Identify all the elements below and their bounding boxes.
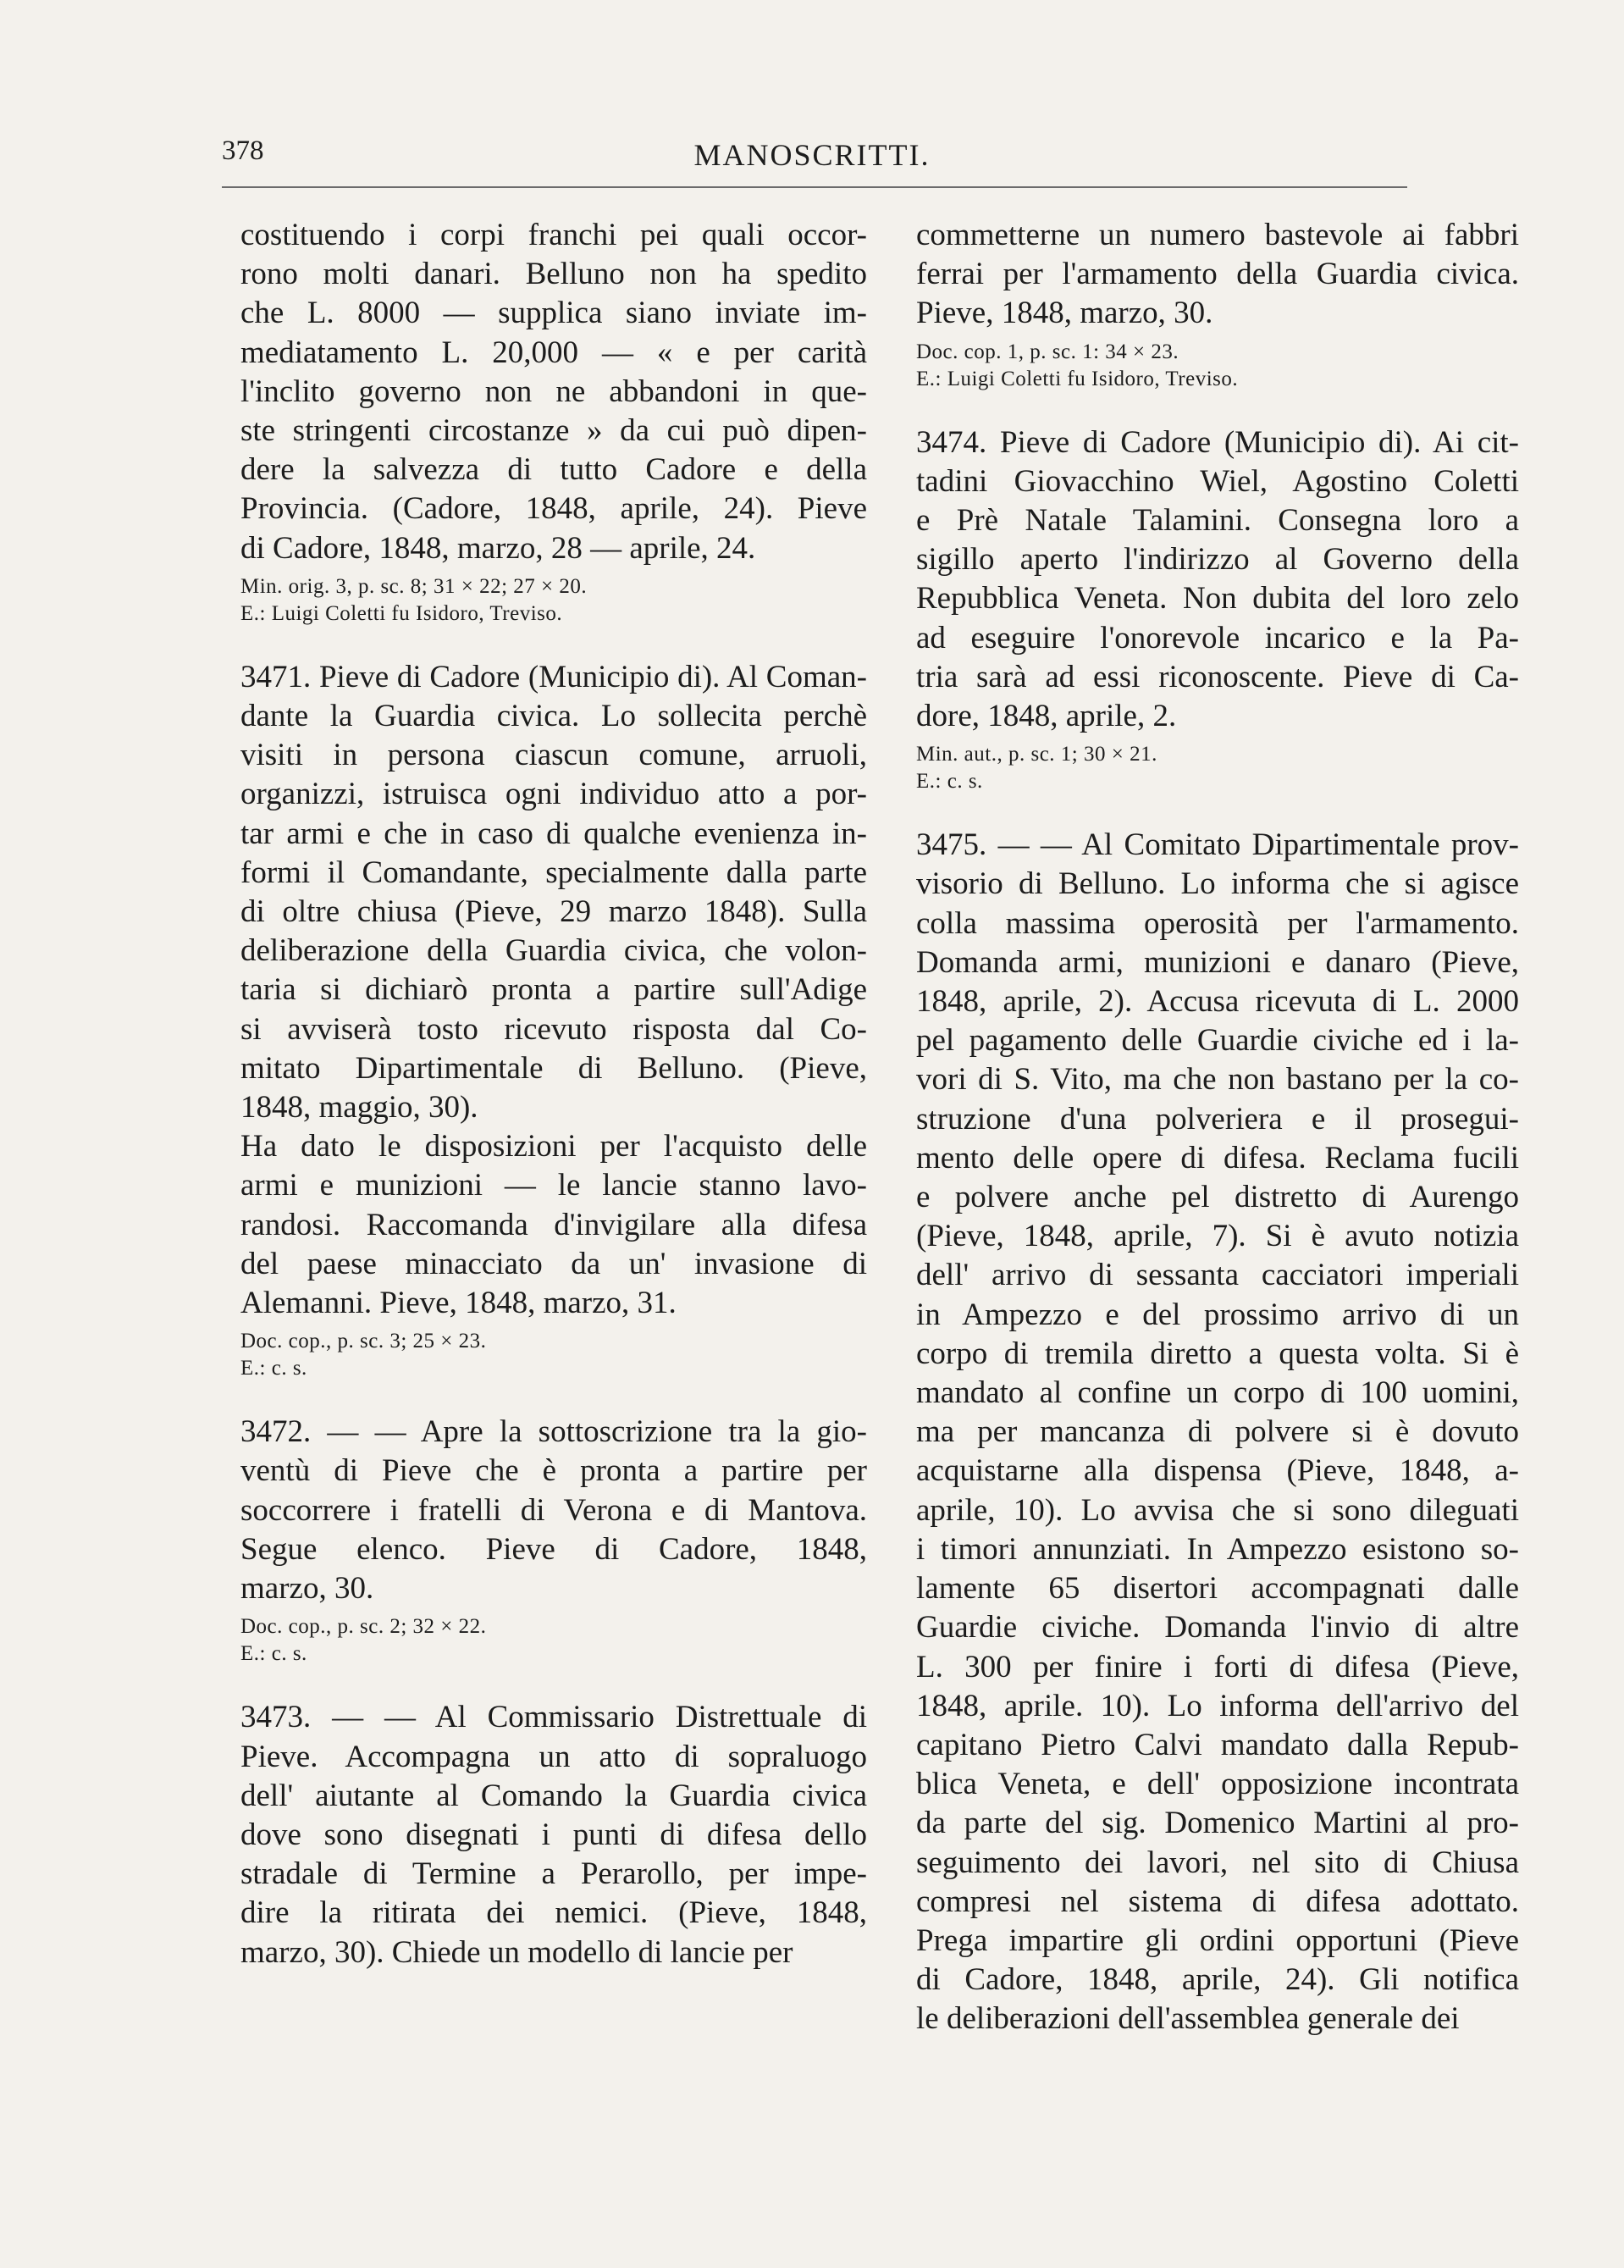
text-line: Domanda armi, munizioni e danaro (Pieve, — [916, 944, 1519, 980]
text-line: 1848, aprile. 10). Lo informa dell'arrivo del — [916, 1688, 1519, 1723]
entry-3475 — [916, 826, 1519, 2038]
entry-3472 — [240, 1413, 867, 1608]
text-line: colla massima operosità per l'armamento. — [916, 905, 1519, 941]
text-line: ma per mancanza di polvere si è dovuto — [916, 1414, 1519, 1450]
text-line: ferrai per l'armamento della Guardia civica. — [916, 257, 1519, 292]
text-line: che L. 8000 — supplica siano inviate im- — [240, 296, 867, 331]
text-line: aprile, 10). Lo avvisa che si sono dileguati — [916, 1492, 1519, 1528]
text-line: Guardie civiche. Domanda l'invio di altre — [916, 1610, 1519, 1646]
text-line: (Pieve, 1848, aprile, 7). Si è avuto notizia — [916, 1219, 1519, 1254]
text-line: blica Veneta, e dell' opposizione incontrata — [916, 1767, 1519, 1802]
text-line: e polvere anche pel distretto di Aurengo — [916, 1180, 1519, 1215]
text-line: Pieve. Accompagna un atto di sopraluogo — [240, 1739, 867, 1774]
archival-note — [916, 741, 1519, 795]
right-column — [916, 216, 1519, 2039]
note-line: Min. aut., p. sc. 1; 30 × 21. — [916, 743, 1157, 766]
text-line: Pieve, 1848, marzo, 30. — [916, 296, 1213, 331]
text-line: pel pagamento delle Guardie civiche ed i la- — [916, 1023, 1519, 1059]
note-line: Doc. cop., p. sc. 3; 25 × 23. — [240, 1330, 487, 1353]
text-line: corpo di tremila diretto a questa volta. Si è — [916, 1336, 1519, 1371]
text-line: tadini Giovacchino Wiel, Agostino Coletti — [916, 463, 1519, 499]
text-line: i timori annunziati. In Ampezzo esistono so- — [916, 1531, 1519, 1567]
text-line: mandato al confine un corpo di 100 uomini, — [916, 1375, 1519, 1411]
continuation-paragraph — [916, 216, 1519, 334]
text-line: 1848, aprile, 2). Accusa ricevuta di L. 2000 — [916, 984, 1519, 1020]
text-line: marzo, 30. — [240, 1571, 374, 1607]
text-line: visorio di Belluno. Lo informa che si agisce — [916, 866, 1519, 902]
text-line: di Cadore, 1848, marzo, 28 — aprile, 24. — [240, 530, 756, 566]
running-title: MANOSCRITTI. — [693, 138, 931, 172]
text-line: taria si dichiarò pronta a partire sull'Adige — [240, 972, 867, 1008]
note-line: E.: c. s. — [240, 1357, 307, 1380]
text-line: 3474. Pieve di Cadore (Municipio di). Ai cit- — [916, 424, 1519, 460]
text-line: marzo, 30). Chiede un modello di lancie per — [240, 1934, 793, 1970]
text-line: ad eseguire l'onorevole incarico e la Pa- — [916, 620, 1519, 656]
text-line: mediatamento L. 20,000 — « e per carità — [240, 335, 867, 370]
text-line: del paese minacciato da un' invasione di — [240, 1246, 867, 1281]
continuation-paragraph — [240, 216, 867, 568]
entry-3471-paragraph-2 — [240, 1127, 867, 1323]
text-line: capitano Pietro Calvi mandato dalla Repub- — [916, 1727, 1519, 1762]
note-line: E.: c. s. — [916, 770, 983, 794]
text-line: vori di S. Vito, ma che non bastano per la co- — [916, 1062, 1519, 1098]
text-line: organizzi, istruisca ogni individuo atto a por- — [240, 777, 867, 812]
text-line: e Prè Natale Talamini. Consegna loro a — [916, 503, 1519, 539]
note-line: E.: c. s. — [240, 1642, 307, 1666]
text-line: costituendo i corpi franchi pei quali occor- — [240, 218, 867, 252]
text-line: Repubblica Veneta. Non dubita del loro zelo — [916, 581, 1519, 617]
text-line: le deliberazioni dell'assemblea generale dei — [916, 2001, 1460, 2037]
text-line: dere la salvezza di tutto Cadore e della — [240, 452, 867, 488]
text-line: dove sono disegnati i punti di difesa dello — [240, 1817, 867, 1852]
text-line: dire la ritirata dei nemici. (Pieve, 1848, — [240, 1895, 867, 1931]
text-line: in Ampezzo e del prossimo arrivo di un — [916, 1297, 1519, 1332]
text-line: dante la Guardia civica. Lo sollecita perchè — [240, 699, 867, 734]
text-line: sigillo aperto l'indirizzo al Governo della — [916, 542, 1519, 578]
text-line: di oltre chiusa (Pieve, 29 marzo 1848). Sulla — [240, 894, 867, 930]
text-line: 1848, maggio, 30). — [240, 1090, 478, 1126]
text-line: mitato Dipartimentale di Belluno. (Pieve, — [240, 1050, 867, 1086]
text-line: Alemanni. Pieve, 1848, marzo, 31. — [240, 1286, 677, 1321]
text-line: di Cadore, 1848, aprile, 24). Gli notifica — [916, 1962, 1519, 1998]
text-line: da parte del sig. Domenico Martini al pro- — [916, 1806, 1519, 1841]
archival-note — [916, 339, 1519, 393]
text-line: mento delle opere di difesa. Reclama fucili — [916, 1140, 1519, 1175]
text-line: 3472. — — Apre la sottoscrizione tra la gio- — [240, 1414, 867, 1450]
text-line: ste stringenti circostanze » da cui può dipen- — [240, 413, 867, 449]
text-line: commetterne un numero bastevole ai fabbri — [916, 218, 1519, 252]
entry-3471 — [240, 658, 867, 1127]
text-line: rono molti danari. Belluno non ha spedito — [240, 257, 867, 292]
text-line: Segue elenco. Pieve di Cadore, 1848, — [240, 1531, 867, 1567]
entry-3474 — [916, 423, 1519, 737]
entry-3473 — [240, 1698, 867, 1972]
text-line: stradale di Termine a Perarollo, per impe- — [240, 1856, 867, 1892]
text-line: 3473. — — Al Commissario Distrettuale di — [240, 1700, 867, 1735]
text-line: deliberazione della Guardia civica, che volon- — [240, 933, 867, 969]
note-line: E.: Luigi Coletti fu Isidoro, Treviso. — [916, 367, 1239, 390]
text-line: l'inclito governo non ne abbandoni in que- — [240, 373, 867, 409]
text-line: acquistarne alla dispensa (Pieve, 1848, a- — [916, 1453, 1519, 1489]
text-line: Provincia. (Cadore, 1848, aprile, 24). Pieve — [240, 491, 867, 527]
text-line: soccorrere i fratelli di Verona e di Mantova. — [240, 1492, 867, 1528]
text-line: armi e munizioni — le lancie stanno lavo- — [240, 1168, 867, 1203]
text-line: Ha dato le disposizioni per l'acquisto delle — [240, 1129, 867, 1164]
text-line: lamente 65 disertori accompagnati dalle — [916, 1571, 1519, 1607]
text-line: 3471. Pieve di Cadore (Municipio di). Al Coman- — [240, 659, 867, 694]
text-line: tria sarà ad essi riconoscente. Pieve di Ca- — [916, 659, 1519, 694]
left-column — [240, 216, 867, 1972]
note-line: Doc. cop. 1, p. sc. 1: 34 × 23. — [916, 340, 1179, 363]
text-line: L. 300 per finire i forti di difesa (Pieve, — [916, 1649, 1519, 1684]
text-line: 3475. — — Al Comitato Dipartimentale prov- — [916, 827, 1519, 863]
archival-note — [240, 1613, 867, 1668]
text-line: dell' arrivo di sessanta cacciatori imperiali — [916, 1258, 1519, 1293]
text-line: dore, 1848, aprile, 2. — [916, 699, 1177, 734]
page-number: 378 — [222, 136, 264, 166]
header-rule — [222, 186, 1407, 188]
text-line: seguimento dei lavori, nel sito di Chiusa — [916, 1845, 1519, 1880]
note-line: E.: Luigi Coletti fu Isidoro, Treviso. — [240, 601, 563, 625]
text-line: Prega impartire gli ordini opportuni (Pieve — [916, 1922, 1519, 1958]
archival-note — [240, 573, 867, 628]
text-line: si avviserà tosto ricevuto risposta dal Co- — [240, 1011, 867, 1047]
note-line: Doc. cop., p. sc. 2; 32 × 22. — [240, 1615, 487, 1639]
text-line: ventù di Pieve che è pronta a partire per — [240, 1453, 867, 1489]
text-line: compresi nel sistema di difesa adottato. — [916, 1884, 1519, 1919]
text-line: formi il Comandante, specialmente dalla parte — [240, 855, 867, 890]
note-line: Min. orig. 3, p. sc. 8; 31 × 22; 27 × 20. — [240, 574, 588, 598]
text-line: dell' aiutante al Comando la Guardia civica — [240, 1778, 867, 1813]
text-line: struzione d'una polveriera e il prosegui- — [916, 1101, 1519, 1137]
archival-note — [240, 1328, 867, 1382]
text-line: visiti in persona ciascun comune, arruoli, — [240, 738, 867, 773]
text-line: tar armi e che in caso di qualche evenienza in- — [240, 816, 867, 851]
text-line: randosi. Raccomanda d'invigilare alla difesa — [240, 1207, 867, 1242]
